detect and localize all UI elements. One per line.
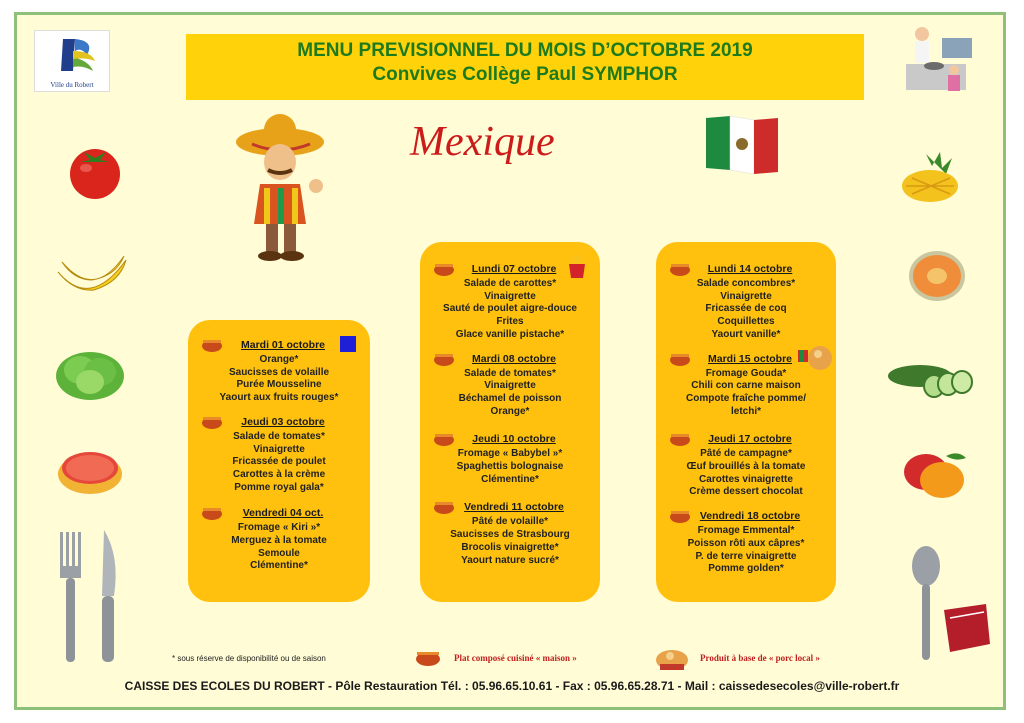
dish: Fromage Emmental* [697,525,795,537]
fork-knife-icon [52,526,132,666]
dish: Salade de tomates* [233,430,325,442]
mexican-character-icon [232,112,332,264]
dish: Purée Mousseline [236,379,322,391]
day-block [188,413,370,495]
melon-icon [906,248,968,304]
mango-icon [896,448,970,502]
contact-line: CAISSE DES ECOLES DU ROBERT - Pôle Restauration Tél. : 05.96.65.10.61 - Fax : 05.96.65.28.71 - Mail : caissedesecoles@ville-robert.fr [124,679,900,693]
dish: Saucisses de Strasbourg [450,529,570,541]
tomato-icon [66,142,124,200]
dish: Pomme golden* [708,563,784,575]
day-block [420,430,600,486]
day-title: Lundi 07 octobre [471,263,557,275]
dish: Salade de tomates* [464,367,556,379]
spoon-napkin-icon [904,544,994,664]
dish: Glace vanille pistache* [455,328,565,340]
dish: Fricassée de poulet [232,456,326,468]
day-title: Vendredi 04 oct. [242,507,324,520]
dish: Vinaigrette [720,290,772,302]
dish: Semoule [258,547,300,559]
dish: Salade concombres* [696,278,796,289]
menu-column-2 [420,242,600,602]
dish: Brocolis vinaigrette* [461,541,559,553]
day-title: Vendredi 18 octobre [699,510,801,523]
day-header [428,430,600,448]
lettuce-icon [54,346,126,402]
dish: Merguez à la tomate [231,535,327,547]
logo-text: Ville du Robert [50,81,94,89]
dish: Fricassée de coq [705,303,787,315]
day-block [188,336,370,405]
day-header [196,504,370,522]
day-title: Mardi 08 octobre [471,352,557,365]
grapefruit-icon [56,446,124,496]
day-header [428,498,600,516]
dish: Saucisses de volaille [228,366,330,378]
dish: Clémentine* [250,560,308,572]
dish: Pâté de volaille* [471,516,549,528]
banana-icon [54,252,130,304]
day-block [656,507,836,576]
dish: Salade de carottes* [463,278,557,289]
page-title: MENU PREVISIONNEL DU MOIS D’OCTOBRE 2019 [297,40,753,61]
ville-logo [34,30,110,92]
dish: letchi* [730,405,761,417]
mexico-flag-icon [704,114,780,176]
menu-column-1 [188,320,370,602]
dish: Yaourt aux fruits rouges* [219,392,339,404]
menu-column-3 [656,242,836,602]
dish: Carottes à la crème [232,468,326,480]
dish: Pâté de campagne* [700,448,792,460]
dish: Compote fraîche pomme/ [685,392,807,404]
legend-maison: Plat composé cuisiné « maison » [454,653,577,663]
availability-note: * sous réserve de disponibilité ou de saison [172,654,326,663]
dish: Clémentine* [481,473,539,485]
day-block [420,260,600,342]
dish: Œuf brouillés à la tomate [686,461,806,473]
pineapple-icon [896,150,968,204]
day-title: Mardi 01 octobre [240,339,326,351]
dish: Vinaigrette [253,443,305,455]
dish: Vinaigrette [484,380,536,392]
dish: P. de terre vinaigrette [695,550,797,562]
dish: Frites [496,316,524,328]
dish: Coquillettes [717,316,775,328]
dish: Orange* [259,354,299,365]
day-block [420,498,600,567]
day-block [656,430,836,499]
dish: Carottes vinaigrette [699,473,793,485]
theme-title: Mexique [410,119,555,165]
blue-square-icon [340,336,356,352]
porc-local-icon [796,340,836,378]
dish: Vinaigrette [484,290,536,302]
day-title: Jeudi 03 octobre [241,415,325,428]
day-title: Lundi 14 octobre [707,263,793,275]
day-block [420,350,600,419]
page-subtitle: Convives Collège Paul SYMPHOR [372,64,678,85]
legend-porc: Produit à base de « porc local » [700,653,820,663]
day-header [664,507,836,525]
header-banner [186,34,864,100]
logo-flag-icon [35,31,109,79]
dish: Chili con carne maison [691,380,801,392]
day-header [664,260,836,278]
dish: Fromage « Babybel »* [457,448,563,460]
dish: Poisson rôti aux câpres* [687,537,805,549]
cucumber-icon [886,360,974,400]
chef-icon [904,24,976,98]
day-title: Mardi 15 octobre [707,352,793,365]
dish: Spaghettis bolognaise [456,461,564,473]
day-block [188,504,370,573]
day-header [196,413,370,431]
day-title: Jeudi 10 octobre [472,433,556,446]
dish: Pomme royal gala* [234,481,324,493]
dish: Yaourt nature sucré* [461,554,559,566]
dish: Fromage Gouda* [705,367,787,379]
day-header [428,350,600,368]
dish: Crème dessert chocolat [689,486,803,498]
porc-legend-icon [652,644,692,672]
day-title: Jeudi 17 octobre [708,433,792,446]
day-block [656,350,836,419]
dish: Fromage « Kiri »* [237,522,321,534]
dish: Sauté de poulet aigre-douce [443,303,577,315]
dish: Orange* [490,405,530,417]
day-block [656,260,836,342]
day-title: Vendredi 11 octobre [464,501,564,514]
dish: Yaourt vanille* [711,328,781,340]
dish: Béchamel de poisson [458,392,562,404]
day-header [664,430,836,448]
fries-icon [568,254,586,278]
maison-legend-icon [414,648,442,668]
